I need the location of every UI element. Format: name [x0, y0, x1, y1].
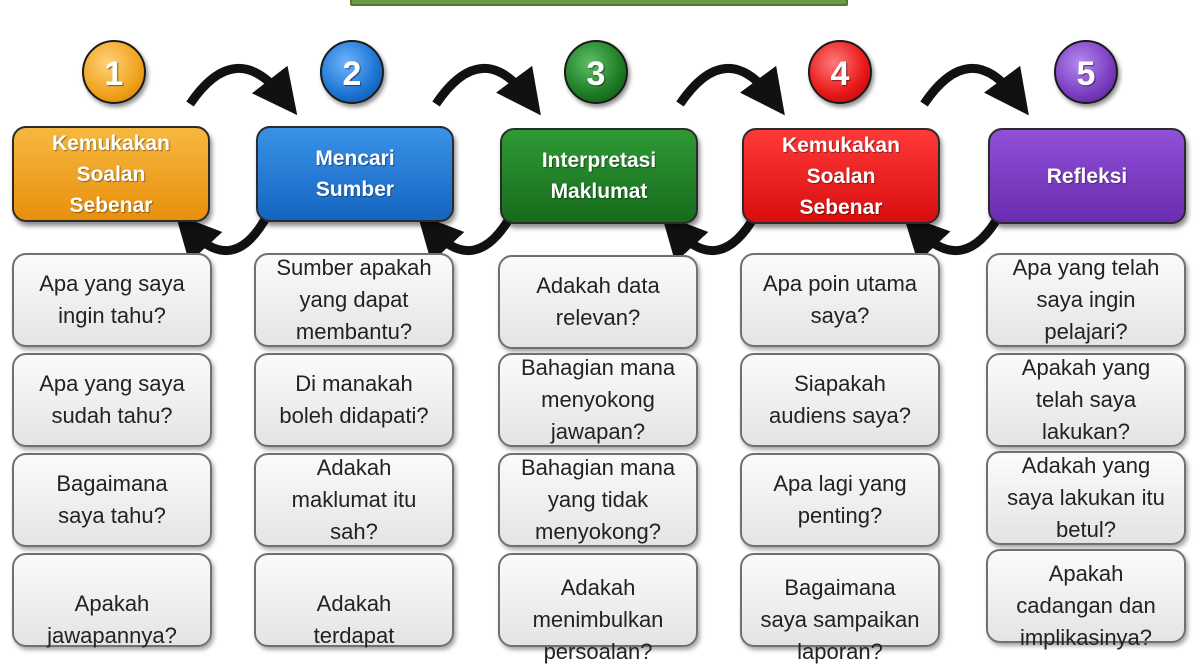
step-5-question-2: Apakah yang telah saya lakukan?: [986, 353, 1186, 447]
step-5-question-3: Adakah yang saya lakukan itu betul?: [986, 451, 1186, 545]
step-1-question-3: Bagaimana saya tahu?: [12, 453, 212, 547]
step-4-title-box: [742, 128, 940, 224]
title-banner-edge: [350, 0, 848, 6]
step-5-question-4: Apakah cadangan dan implikasinya?: [986, 549, 1186, 643]
step-3-title-box: [500, 128, 698, 224]
step-4-title: Kemukakan Soalan Sebenar: [782, 133, 900, 219]
step-3-title: Interpretasi Maklumat: [541, 149, 657, 203]
arrow-1-to-2: [190, 68, 284, 104]
step-1-question-2: Apa yang saya sudah tahu?: [12, 353, 212, 447]
step-2-question-3: Adakah maklumat itu sah?: [254, 453, 454, 547]
step-1-number-badge: 1: [82, 40, 146, 104]
step-1-question-4: Apakah jawapannya?: [12, 553, 212, 647]
step-3-question-1: Adakah data relevan?: [498, 255, 698, 349]
step-2-question-2: Di manakah boleh didapati?: [254, 353, 454, 447]
step-3-number-badge: 3: [564, 40, 628, 104]
step-5-number-badge: 5: [1054, 40, 1118, 104]
step-4-question-3: Apa lagi yang penting?: [740, 453, 940, 547]
step-2-number-badge: 2: [320, 40, 384, 104]
step-3-question-2: Bahagian mana menyokong jawapan?: [498, 353, 698, 447]
step-3-question-4: Adakah menimbulkan persoalan?: [498, 553, 698, 647]
arrow-3-to-4: [680, 68, 772, 104]
step-1-title-box: [12, 126, 210, 222]
step-2-title-box: [256, 126, 454, 222]
step-4-question-2: Siapakah audiens saya?: [740, 353, 940, 447]
step-1-question-1: Apa yang saya ingin tahu?: [12, 253, 212, 347]
step-4-question-1: Apa poin utama saya?: [740, 253, 940, 347]
arrow-2-to-3: [436, 68, 528, 104]
step-5-title-box: [988, 128, 1186, 224]
step-3-question-3: Bahagian mana yang tidak menyokong?: [498, 453, 698, 547]
step-2-question-4: Adakah terdapat: [254, 553, 454, 647]
step-2-question-1: Sumber apakah yang dapat membantu?: [254, 253, 454, 347]
step-4-number-badge: 4: [808, 40, 872, 104]
step-2-title: Mencari Sumber: [315, 147, 395, 201]
arrow-4-to-5: [924, 68, 1016, 104]
step-1-title: Kemukakan Soalan Sebenar: [52, 131, 170, 217]
step-5-title: Refleksi: [1046, 164, 1128, 188]
step-5-question-1: Apa yang telah saya ingin pelajari?: [986, 253, 1186, 347]
step-4-question-4: Bagaimana saya sampaikan laporan?: [740, 553, 940, 647]
